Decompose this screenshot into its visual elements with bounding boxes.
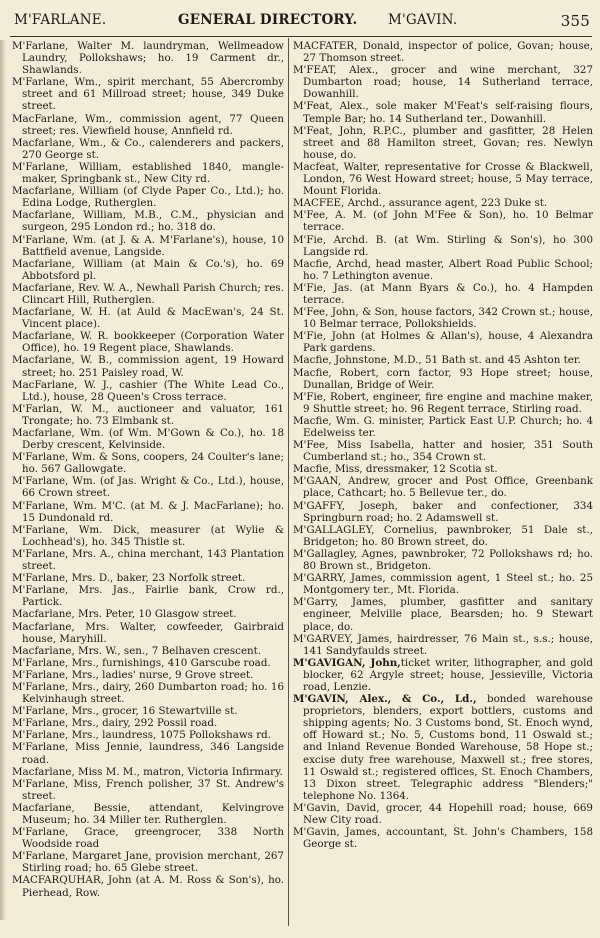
directory-entry <box>12 113 284 137</box>
directory-entry <box>293 693 593 802</box>
directory-entry <box>293 40 593 64</box>
entry-text: M'Farlane, Wm. (of Jas. Wright & Co., Ltd.), house, 66 Crown street. <box>12 475 284 500</box>
directory-entry <box>12 76 284 112</box>
entry-text: Macfarlane, Wm. (of Wm. M'Gown & Co.), ho. 18 Derby crescent, Kelvinside. <box>12 427 284 452</box>
header-title: GENERAL DIRECTORY. <box>178 12 358 28</box>
directory-entry <box>293 391 593 415</box>
directory-entry <box>12 234 284 258</box>
directory-entry <box>12 475 284 499</box>
entry-text: M'Fie, Archd. B. (at Wm. Stirling & Son's), ho 300 Langside rd. <box>293 233 593 258</box>
entry-text: Macfarlane, Mrs. W., sen., 7 Belhaven crescent. <box>12 644 262 657</box>
entry-text: M'Farlane, Walter M. laundryman, Wellmeadow Laundry, Pollokshaws; ho. 19 Carment dr., Shawlands. <box>12 40 284 77</box>
directory-entry <box>12 40 284 76</box>
directory-entry <box>12 608 284 620</box>
entry-text: MACFEE, Archd., assurance agent, 223 Duke st. <box>293 197 548 210</box>
directory-entry <box>293 500 593 524</box>
directory-entry <box>12 500 284 524</box>
entry-text: Macfarlane, William (of Clyde Paper Co., Ltd.); ho. Edina Lodge, Rutherglen. <box>12 185 284 210</box>
entry-text: M'Fee, John, & Son, house factors, 342 Crown st.; house, 10 Belmar terrace, Pollokshields. <box>293 306 593 331</box>
entry-text: M'Farlan, W. M., auctioneer and valuator, 161 Trongate; ho. 73 Elmbank st. <box>12 402 284 427</box>
directory-entry <box>12 802 284 826</box>
directory-entry <box>12 850 284 874</box>
directory-entry <box>12 354 284 378</box>
entry-text: M'GALLAGLEY, Cornelius, pawnbroker, 51 Dale st., Bridgeton; ho. 80 Brown street, do. <box>293 523 593 548</box>
directory-entry <box>12 572 284 584</box>
entry-text: Macfie, Wm. G. minister, Partick East U.P. Church; ho. 4 Edelweiss ter. <box>293 414 593 439</box>
entry-text: M'FEAT, Alex., grocer and wine merchant, 327 Dumbarton road; house, 14 Sutherland terrace, Dowanhill. <box>293 64 593 101</box>
directory-entry <box>12 427 284 451</box>
entry-text: M'Farlane, Mrs., dairy, 260 Dumbarton road; ho. 16 Kelvinhaugh street. <box>12 680 284 706</box>
entry-text: M'Fee, Miss Isabella, hatter and hosier, 351 South Cumberland st.; ho., 354 Crown st. <box>293 439 593 464</box>
directory-entry <box>293 475 593 499</box>
entry-text: M'Garry, James, plumber, gasfitter and sanitary engineer, Melville place, Bearsden; ho. 9 Stewart place, do. <box>293 596 593 633</box>
right-column <box>293 40 593 930</box>
entry-text: M'Farlane, Miss Jennie, laundress, 346 Langside road. <box>12 741 284 766</box>
entry-name-bold: M'GAVIN, Alex., & Co., Ld., <box>293 693 477 706</box>
directory-entry <box>12 874 284 898</box>
entry-text: M'GARRY, James, commission agent, 1 Steel st.; ho. 25 Montgomery ter., Mt. Florida. <box>293 572 593 597</box>
entry-text: Macfie, Archd, head master, Albert Road Public School; ho. 7 Lethington avenue. <box>293 257 593 282</box>
entry-text: Macfie, Johnstone, M.D., 51 Bath st. and 45 Ashton ter. <box>293 354 581 367</box>
entry-text: MACFARQUHAR, John (at A. M. Ross & Son's), ho. Pierhead, Row. <box>12 874 284 899</box>
entry-text: M'Fee, A. M. (of John M'Fee & Son), ho. 10 Belmar terrace. <box>293 209 593 234</box>
left-column <box>12 40 284 930</box>
directory-entry <box>12 282 284 306</box>
entry-text: M'Farlane, Mrs. A., china merchant, 143 Plantation street. <box>12 547 284 573</box>
entry-text: Macfarlane, William, M.B., C.M., physician and surgeon, 295 London rd.; ho. 318 do. <box>12 209 284 234</box>
header-left: M'FARLANE. <box>14 12 107 28</box>
directory-entry <box>293 439 593 463</box>
entry-name-bold: M'GAVIGAN, John, <box>293 656 401 669</box>
directory-entry <box>293 330 593 354</box>
entry-text: M'Farlane, Grace, greengrocer, 338 North Woodside road <box>12 826 284 851</box>
entry-text: Macfarlane, Rev. W. A., Newhall Parish Church; res. Clincart Hill, Rutherglen. <box>12 281 284 306</box>
directory-entry <box>12 741 284 765</box>
directory-entry <box>12 657 284 669</box>
directory-entry <box>12 330 284 354</box>
directory-entry <box>293 100 593 124</box>
directory-entry <box>12 705 284 717</box>
directory-entry <box>12 645 284 657</box>
running-header <box>8 12 592 32</box>
entry-text: Macfarlane, Miss M. M., matron, Victoria Infirmary. <box>12 765 283 778</box>
page-number: 355 <box>560 12 590 30</box>
directory-entry <box>293 354 593 366</box>
directory-entry <box>12 621 284 645</box>
entry-text: M'Farlane, Margaret Jane, provision merchant, 267 Stirling road; ho. 65 Glebe street. <box>12 850 284 875</box>
directory-entry <box>293 802 593 826</box>
entry-text: M'Farlane, Wm. & Sons, coopers, 24 Coulter's lane; ho. 567 Gallowgate. <box>12 451 284 476</box>
entry-text: Macfarlane, Bessie, attendant, Kelvingrove Museum; ho. 34 Miller ter. Rutherglen. <box>12 801 284 826</box>
directory-entry <box>293 548 593 572</box>
entry-text: Macfie, Robert, corn factor, 93 Hope street; house, Dunallan, Bridge of Weir. <box>293 366 593 391</box>
entry-text: bonded warehouse proprietors, blenders, export bottlers, customs and shipping agents; No. 3 Customs bond, St. Enoch wynd, off Howard st.; No. 5, Customs bond, 11 Oswald st.; and Inland Revenue Bonded Warehouse, 58 Hope st.; excise duty free warehouse, Maxwell st.; free stores, 11 Oswald st.; registered offices, St. Enoch Chambers, 13 Dixon street. Telegraphic address "Blenders;" telephone No. 1364. <box>303 693 593 802</box>
entry-text: M'Farlane, Miss, French polisher, 37 St. Andrew's street. <box>12 777 284 802</box>
entry-text: Macfeat, Walter, representative for Crosse & Blackwell, London, 76 West Howard street; house, 5 May terrace, Mount Florida. <box>293 160 593 198</box>
binding-gutter <box>0 40 6 920</box>
directory-entry <box>12 451 284 475</box>
directory-entry <box>293 826 593 850</box>
entry-text: Macfarlane, W. H. (at Auld & MacEwan's, 24 St. Vincent place). <box>12 306 284 331</box>
entry-text: M'Fie, Jas. (at Mann Byars & Co.), ho. 4 Hampden terrace. <box>293 281 593 306</box>
entry-text: M'Gavin, James, accountant, St. John's Chambers, 158 George st. <box>293 826 593 851</box>
entry-text: M'Fie, John (at Holmes & Allan's), house, 4 Alexandra Park gardens. <box>293 330 593 355</box>
directory-entry <box>12 524 284 548</box>
entry-text: M'Farlane, Mrs., dairy, 292 Possil road. <box>12 717 218 730</box>
directory-entry <box>12 681 284 705</box>
directory-entry <box>293 161 593 197</box>
directory-entry <box>12 379 284 403</box>
entry-text: M'Farlane, Mrs., grocer, 16 Stewartville st. <box>12 705 238 718</box>
directory-entry <box>293 633 593 657</box>
directory-entry <box>293 234 593 258</box>
directory-entry <box>293 209 593 233</box>
entry-text: Macfie, Miss, dressmaker, 12 Scotia st. <box>293 463 498 476</box>
entry-text: M'Fie, Robert, engineer, fire engine and machine maker, 9 Shuttle street; ho. 96 Regent terrace, Stirling road. <box>293 390 593 415</box>
entry-text: MACFATER, Donald, inspector of police, Govan; house, 27 Thomson street. <box>293 40 593 65</box>
directory-entry <box>12 403 284 427</box>
entry-text: M'GAAN, Andrew, grocer and Post Office, Greenbank place, Cathcart; ho. 5 Bellevue ter., do. <box>293 475 593 500</box>
entry-text: M'Farlane, Wm. Dick, measurer (at Wylie & Lochhead's), ho. 345 Thistle st. <box>12 523 284 548</box>
directory-entry <box>12 209 284 233</box>
entry-text: M'Gavin, David, grocer, 44 Hopehill road; house, 669 New City road. <box>293 801 593 826</box>
entry-text: M'Farlane, Wm. (at J. & A. M'Farlane's), house, 10 Battfield avenue, Langside. <box>12 233 284 258</box>
directory-entry <box>12 137 284 161</box>
directory-entry <box>12 717 284 729</box>
entry-text: M'Farlane, William, established 1840, mangle-maker, Springbank st., New City rd. <box>12 160 284 186</box>
entry-text: M'Farlane, Mrs., laundress, 1075 Pollokshaws rd. <box>12 729 271 742</box>
entry-text: M'Gallagley, Agnes, pawnbroker, 72 Pollokshaws rd; ho. 80 Brown st., Bridgeton. <box>293 547 593 573</box>
directory-entry <box>12 584 284 608</box>
directory-entry <box>12 185 284 209</box>
entry-text: M'Farlane, Mrs. Jas., Fairlie bank, Crow rd., Partick. <box>12 584 284 609</box>
entry-text: M'Feat, John, R.P.C., plumber and gasfitter, 28 Helen street and 88 Hamilton street, Govan; res. Newlyn house, do. <box>293 124 593 161</box>
directory-entry <box>293 415 593 439</box>
directory-entry <box>12 258 284 282</box>
entry-text: M'GAFFY, Joseph, baker and confectioner, 334 Springburn road; ho. 2 Adamswell st. <box>293 499 593 524</box>
header-right: M'GAVIN. <box>388 12 458 28</box>
entry-text: Macfarlane, W. B., commission agent, 19 Howard street; ho. 251 Paisley road, W. <box>12 354 284 379</box>
entry-text: Macfarlane, W. R. bookkeeper (Corporation Water Office), ho. 19 Regent place, Shawlands. <box>12 330 284 355</box>
directory-entry <box>12 766 284 778</box>
directory-entry <box>12 161 284 185</box>
entry-text: Macfarlane, Wm., & Co., calenderers and packers, 270 George st. <box>12 136 284 161</box>
column-divider <box>288 38 289 926</box>
entry-text: M'Farlane, Mrs., ladies' nurse, 9 Grove street. <box>12 668 254 681</box>
directory-entry <box>293 596 593 632</box>
directory-entry <box>12 778 284 802</box>
entry-text: Macfarlane, Mrs. Walter, cowfeeder, Gairbraid house, Maryhill. <box>12 620 284 645</box>
directory-entry <box>293 125 593 161</box>
directory-entry <box>12 669 284 681</box>
entry-text: MacFarlane, Wm., commission agent, 77 Queen street; res. Viewfield house, Annfield rd. <box>12 112 284 137</box>
directory-entry <box>293 524 593 548</box>
directory-entry <box>293 463 593 475</box>
directory-entry <box>12 548 284 572</box>
entry-text: M'GARVEY, James, hairdresser, 76 Main st., s.s.; house, 141 Sandyfaulds street. <box>293 632 593 657</box>
directory-entry <box>293 306 593 330</box>
entry-text: Macfarlane, William (at Main & Co.'s), ho. 69 Abbotsford pl. <box>12 257 284 282</box>
directory-entry <box>293 258 593 282</box>
directory-entry <box>12 306 284 330</box>
entry-text: M'Farlane, Mrs., furnishings, 410 Garscube road. <box>12 656 271 669</box>
directory-entry <box>293 657 593 693</box>
entry-text: ticket writer, lithographer, and gold blocker, 62 Argyle street; house, Jessieville, Victoria road, Lenzie. <box>303 656 593 693</box>
entry-text: M'Feat, Alex., sole maker M'Feat's self-raising flours, Temple Bar; ho. 14 Sutherland ter., Dowanhill. <box>293 100 593 125</box>
directory-entry <box>12 729 284 741</box>
directory-entry <box>293 64 593 100</box>
entry-text: M'Farlane, Wm., spirit merchant, 55 Abercromby street and 61 Millroad street; house, 349 Duke street. <box>12 76 284 113</box>
directory-entry <box>293 572 593 596</box>
directory-entry <box>293 197 593 209</box>
entry-text: MacFarlane, W. J., cashier (The White Lead Co., Ltd.), house, 28 Queen's Cross terrace. <box>12 378 284 403</box>
directory-entry <box>293 282 593 306</box>
header-rule <box>10 36 592 37</box>
entry-text: M'Farlane, Mrs. D., baker, 23 Norfolk street. <box>12 572 246 585</box>
directory-entry <box>12 826 284 850</box>
entry-text: Macfarlane, Mrs. Peter, 10 Glasgow street. <box>12 608 237 621</box>
entry-text: M'Farlane, Wm. M'C. (at M. & J. MacFarlane); ho. 15 Dundonald rd. <box>12 499 284 524</box>
directory-entry <box>293 367 593 391</box>
